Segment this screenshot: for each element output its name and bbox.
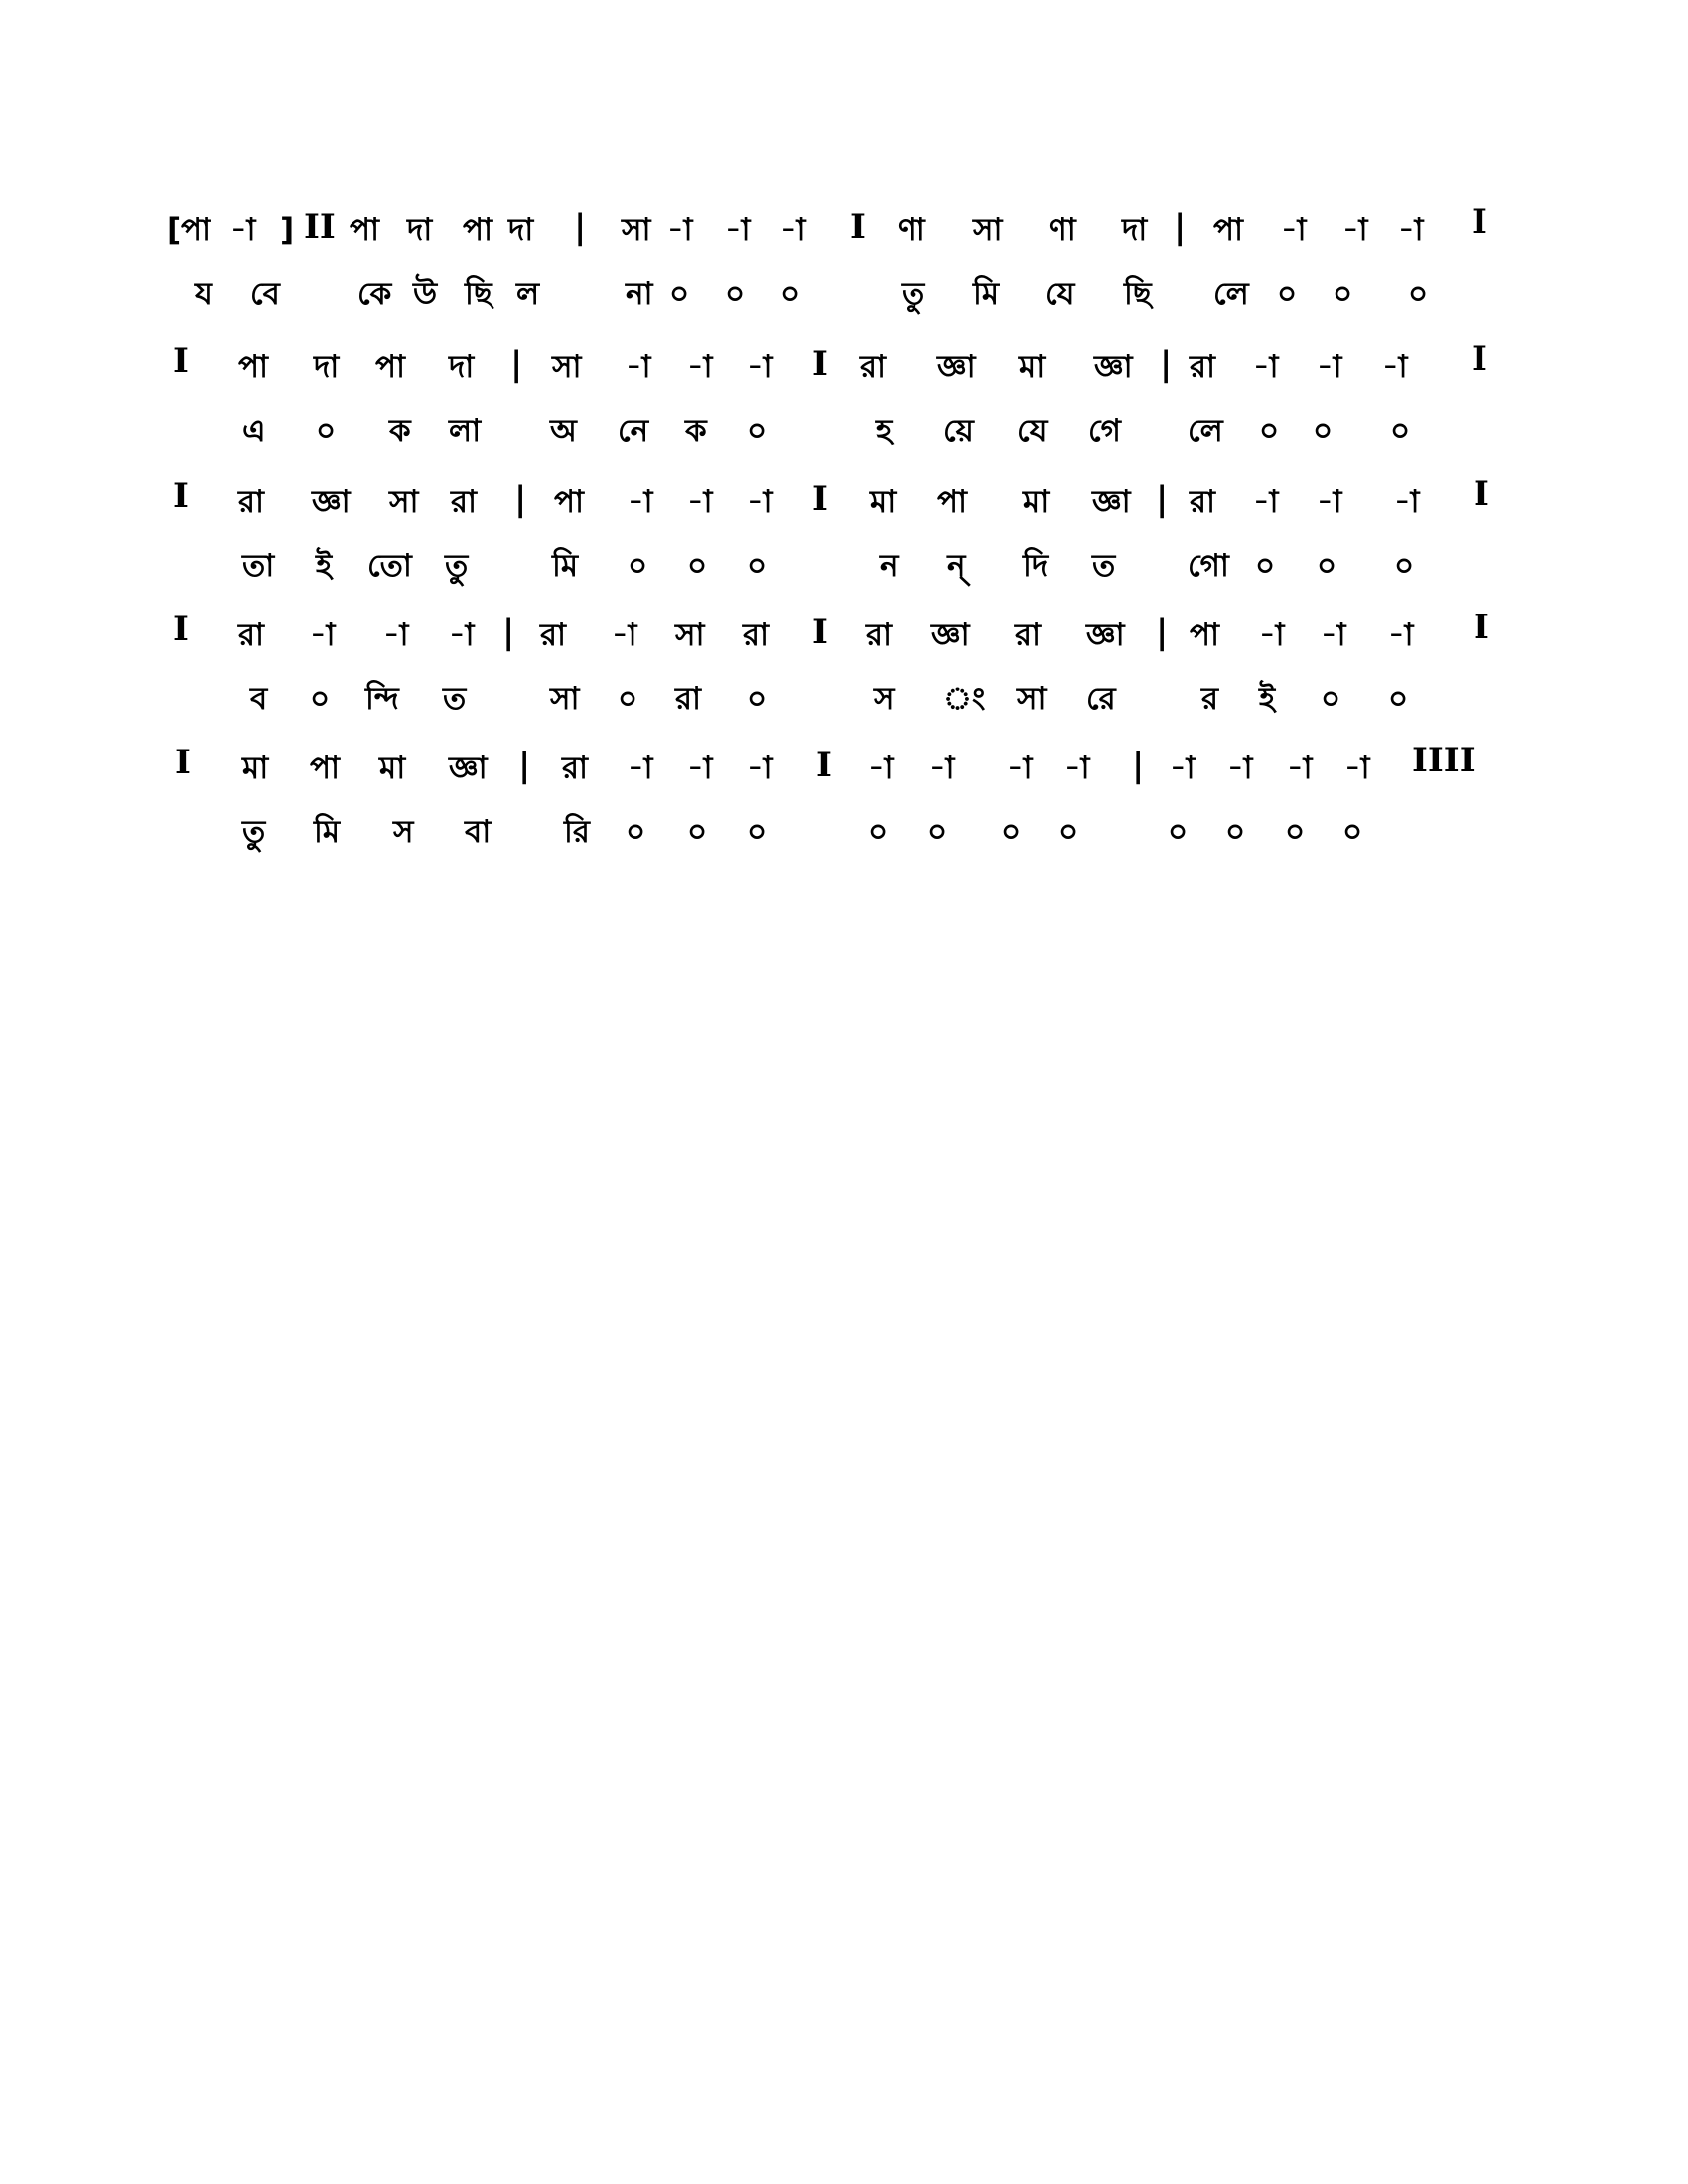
double-bar-start: II: [304, 207, 336, 247]
swara-note: পা: [310, 751, 341, 786]
swara-note: রা: [451, 484, 478, 520]
bar-line: I: [175, 743, 191, 782]
lyric-syllable: না: [626, 276, 653, 312]
lyric-syllable: ছি: [1124, 276, 1152, 312]
swara-note: পা: [1190, 617, 1220, 653]
lyric-syllable: তু: [445, 548, 469, 584]
swara-note: ণা: [1049, 212, 1076, 248]
lyric-syllable: র: [1201, 681, 1219, 717]
lyric-syllable: ত: [1092, 548, 1116, 584]
lyric-syllable: ই: [316, 548, 333, 584]
beat-separator: |: [574, 207, 587, 247]
swara-note: -া: [1321, 617, 1346, 653]
swara-note: -া: [687, 484, 713, 520]
swara-note: সা: [389, 484, 419, 520]
bar-line: I: [1472, 203, 1487, 242]
swara-note: সা: [675, 617, 705, 653]
lyric-syllable: দি: [1023, 548, 1049, 584]
beat-separator: |: [1160, 344, 1173, 384]
swara-note: রা: [1190, 349, 1216, 385]
swara-note: -া: [1344, 751, 1370, 786]
beat-separator: |: [1132, 746, 1145, 785]
lyric-syllable: যে: [1045, 276, 1075, 312]
lyric-syllable: তা: [242, 548, 275, 584]
lyric-syllable: লা: [449, 413, 482, 449]
beat-separator: |: [510, 344, 523, 384]
swara-note: -া: [687, 751, 713, 786]
bar-line: I: [850, 207, 866, 247]
swara-note: -া: [1317, 484, 1342, 520]
lyric-syllable: ০: [669, 276, 690, 312]
lyric-syllable: সা: [550, 681, 580, 717]
swara-note: দা: [314, 349, 340, 385]
lyric-syllable: ক: [685, 413, 707, 449]
lyric-syllable: ০: [1168, 814, 1189, 850]
swara-note: -া: [1287, 751, 1313, 786]
swara-note: -া: [747, 484, 773, 520]
swara-note: পা: [937, 484, 968, 520]
bar-line: I: [816, 746, 832, 785]
lyric-syllable: ০: [687, 814, 708, 850]
swara-note: -া: [1259, 617, 1285, 653]
lyric-syllable: ০: [747, 413, 768, 449]
lyric-syllable: ০: [1342, 814, 1363, 850]
lyric-syllable: কে: [357, 276, 392, 312]
swara-note: রা: [540, 617, 567, 653]
lyric-syllable: য়ে: [943, 413, 974, 449]
swara-note: -া: [1064, 751, 1090, 786]
lyric-syllable: ছি: [465, 276, 492, 312]
swara-note: সা: [622, 212, 651, 248]
swara-note: দা: [508, 212, 534, 248]
lyric-syllable: ০: [1058, 814, 1079, 850]
swara-note: দা: [407, 212, 433, 248]
lyric-syllable: লে: [1213, 276, 1249, 312]
lyric-syllable: ক: [389, 413, 411, 449]
lyric-syllable: ০: [316, 413, 337, 449]
lyric-syllable: ই: [1259, 681, 1276, 717]
swara-note: রা: [743, 617, 770, 653]
swara-note: মা: [1019, 349, 1046, 385]
lyric-syllable: ০: [1388, 681, 1409, 717]
swara-note: সা: [973, 212, 1003, 248]
swara-note: রা: [238, 484, 265, 520]
lyric-syllable: ০: [1277, 276, 1298, 312]
swara-note: -া: [1388, 617, 1414, 653]
swara-note: জ্ঞা: [1094, 349, 1133, 385]
lyric-syllable: ব: [250, 681, 268, 717]
lyric-syllable: গো: [1188, 548, 1229, 584]
lyric-syllable: মি: [973, 276, 1000, 312]
lyric-syllable: ০: [1285, 814, 1306, 850]
lyric-syllable: ন: [880, 548, 899, 584]
swara-note: -া: [1394, 484, 1420, 520]
lyric-syllable: ন্দি: [365, 681, 399, 717]
beat-separator: |: [1156, 613, 1169, 652]
swara-note: -া: [747, 751, 773, 786]
swara-note: জ্ঞা: [937, 349, 976, 385]
swara-note: জ্ঞা: [312, 484, 351, 520]
lyric-syllable: ০: [1333, 276, 1353, 312]
final-bar-line: IIII: [1412, 741, 1476, 780]
lyric-syllable: উ: [413, 276, 438, 312]
beat-separator: |: [502, 613, 515, 652]
lyric-syllable: ০: [927, 814, 948, 850]
swara-note: জ্ঞা: [1092, 484, 1131, 520]
lyric-syllable: মি: [552, 548, 579, 584]
lyric-syllable: তো: [367, 548, 412, 584]
lyric-syllable: ০: [747, 681, 768, 717]
lyric-syllable: স: [393, 814, 414, 850]
lyric-syllable: রে: [1086, 681, 1116, 717]
lyric-syllable: ০: [1390, 413, 1411, 449]
bar-line: I: [812, 479, 828, 519]
swara-note: -া: [612, 617, 637, 653]
swara-note: রা: [562, 751, 589, 786]
lyric-syllable: ন্: [947, 548, 966, 584]
bar-line: I: [1474, 608, 1489, 647]
beat-separator: |: [514, 479, 527, 519]
lyric-syllable: নে: [618, 413, 649, 449]
lyric-syllable: ০: [310, 681, 331, 717]
beat-separator: |: [1174, 207, 1187, 247]
bar-line: I: [173, 610, 189, 649]
lyric-syllable: ০: [626, 814, 646, 850]
lyric-syllable: স: [874, 681, 895, 717]
lyric-syllable: ০: [1255, 548, 1276, 584]
lyric-syllable: ০: [747, 548, 768, 584]
swara-note: দা: [449, 349, 475, 385]
lyric-syllable: ০: [1408, 276, 1429, 312]
swara-note: পা: [554, 484, 585, 520]
swara-note: পা: [375, 349, 406, 385]
lyric-syllable: বে: [250, 276, 280, 312]
lyric-syllable: য: [195, 276, 212, 312]
lyric-syllable: রা: [675, 681, 702, 717]
lyric-syllable: ল: [516, 276, 540, 312]
lyric-syllable: তু: [242, 814, 266, 850]
swara-note: মা: [379, 751, 406, 786]
lyric-syllable: ০: [1259, 413, 1280, 449]
lyric-syllable: যে: [1017, 413, 1048, 449]
lyric-syllable: ০: [618, 681, 638, 717]
swara-note: -া: [1317, 349, 1342, 385]
lyric-syllable: ০: [1225, 814, 1246, 850]
swara-note: -া: [667, 212, 693, 248]
swara-note: -া: [449, 617, 475, 653]
swara-note: রা: [866, 617, 893, 653]
swara-note: -া: [747, 349, 773, 385]
lyric-syllable: ০: [687, 548, 708, 584]
swara-note: -া: [1382, 349, 1408, 385]
swara-note: -া: [383, 617, 409, 653]
swara-note: -া: [628, 751, 653, 786]
swara-note: রা: [238, 617, 265, 653]
swara-note: পা: [238, 349, 269, 385]
lyric-syllable: অ: [550, 413, 577, 449]
swara-note: রা: [1190, 484, 1216, 520]
lyric-syllable: হ: [876, 413, 893, 449]
swara-note: -া: [1398, 212, 1424, 248]
swara-note: জ্ঞা: [1086, 617, 1125, 653]
lyric-syllable: ০: [747, 814, 768, 850]
swara-note: পা: [1213, 212, 1244, 248]
bar-line: I: [1472, 340, 1487, 379]
swara-note: -া: [1342, 212, 1368, 248]
lyric-syllable: ০: [1001, 814, 1022, 850]
swara-note: -া: [929, 751, 955, 786]
swara-note: রা: [860, 349, 887, 385]
lyric-syllable: ০: [868, 814, 889, 850]
swara-note: পা: [463, 212, 493, 248]
bar-line: I: [1474, 475, 1489, 514]
bar-line: I: [812, 613, 828, 652]
swara-note: পা: [181, 212, 211, 248]
lyric-syllable: ০: [628, 548, 648, 584]
lyric-syllable: রি: [564, 814, 590, 850]
lyric-syllable: ০: [1321, 681, 1341, 717]
swara-note: -া: [868, 751, 894, 786]
lyric-syllable: ০: [1394, 548, 1415, 584]
lyric-syllable: ত: [443, 681, 467, 717]
swara-note: রা: [1015, 617, 1042, 653]
swara-note: -া: [1007, 751, 1033, 786]
swara-note: -া: [310, 617, 336, 653]
lyric-syllable: সা: [1017, 681, 1047, 717]
lyric-syllable: গে: [1088, 413, 1121, 449]
swara-note: পা: [350, 212, 380, 248]
bar-line: I: [812, 344, 828, 384]
lyric-syllable: লে: [1188, 413, 1223, 449]
lyric-syllable: ০: [780, 276, 801, 312]
bracket-close: ]: [280, 212, 295, 248]
swara-note: মা: [1023, 484, 1050, 520]
swara-note: -া: [230, 212, 256, 248]
swara-note: -া: [687, 349, 713, 385]
swara-note: মা: [870, 484, 897, 520]
lyric-syllable: বা: [465, 814, 492, 850]
bracket-open: [: [167, 212, 182, 248]
swara-note: সা: [552, 349, 582, 385]
swara-note: -া: [1227, 751, 1253, 786]
lyric-syllable: মি: [314, 814, 341, 850]
swara-note: ণা: [898, 212, 925, 248]
lyric-syllable: তু: [902, 276, 925, 312]
swara-note: -া: [626, 349, 651, 385]
beat-separator: |: [518, 746, 531, 785]
swara-note: -া: [628, 484, 653, 520]
beat-separator: |: [1156, 479, 1169, 519]
swara-note: জ্ঞা: [449, 751, 488, 786]
lyric-syllable: ০: [1317, 548, 1337, 584]
bar-line: I: [173, 341, 189, 381]
lyric-syllable: এ: [242, 413, 266, 449]
lyric-syllable: ০: [725, 276, 746, 312]
swara-note: মা: [242, 751, 269, 786]
lyric-syllable: ০: [1313, 413, 1334, 449]
bar-line: I: [173, 477, 189, 516]
swara-note: -া: [725, 212, 751, 248]
swara-note: -া: [1253, 349, 1279, 385]
lyric-syllable: ং: [943, 681, 986, 717]
swara-note: -া: [1253, 484, 1279, 520]
swara-note: জ্ঞা: [931, 617, 970, 653]
swara-note: -া: [780, 212, 806, 248]
swara-note: দা: [1122, 212, 1148, 248]
swara-note: -া: [1170, 751, 1196, 786]
swara-note: -া: [1281, 212, 1307, 248]
